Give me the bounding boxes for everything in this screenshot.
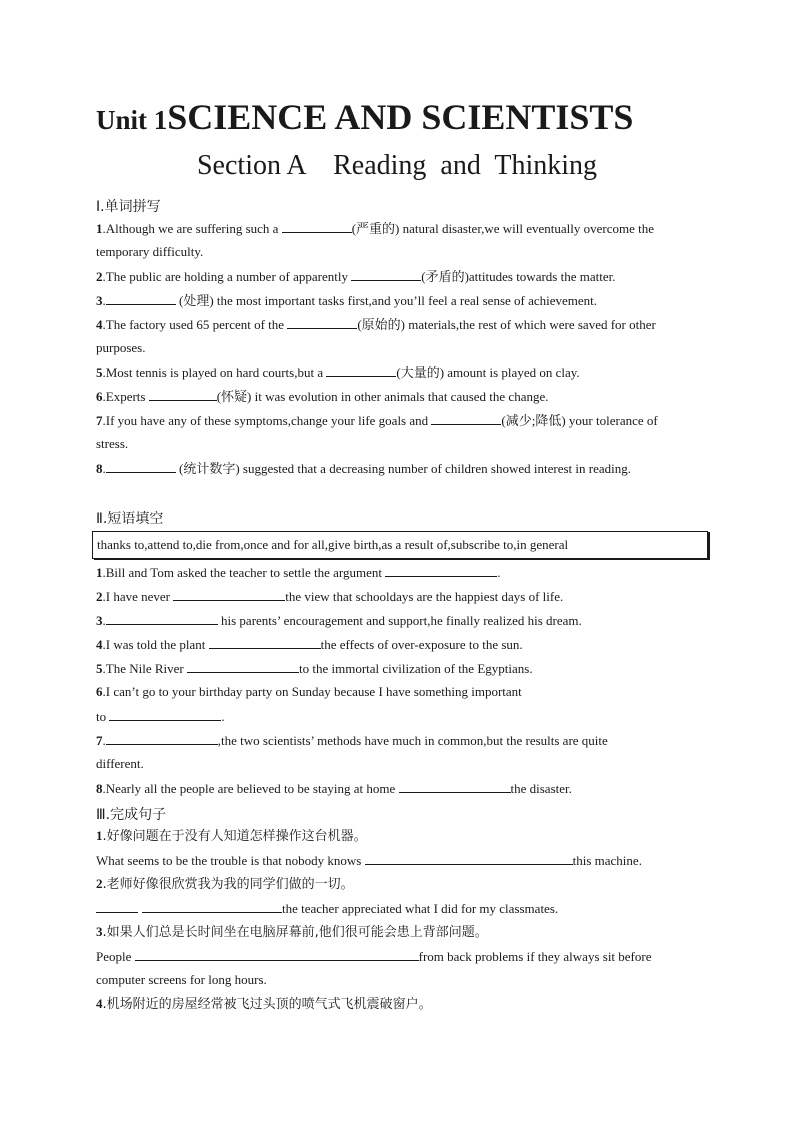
section-heading-vocabulary: Ⅰ.单词拼写 <box>96 199 161 215</box>
answer-blank[interactable] <box>326 364 396 377</box>
s1-item-4-cont: purposes. <box>96 340 146 355</box>
s2-item-4: 4.I was told the plant the effects of over-exposure to the sun. <box>96 637 523 652</box>
answer-blank[interactable] <box>287 316 357 329</box>
answer-blank[interactable] <box>96 900 138 913</box>
answer-blank[interactable] <box>106 292 176 305</box>
answer-blank[interactable] <box>187 660 299 673</box>
s1-item-5: 5.Most tennis is played on hard courts,but a (大量的) amount is played on clay. <box>96 365 580 380</box>
section-heading-phrases: Ⅱ.短语填空 <box>96 511 164 527</box>
s2-item-7-cont: different. <box>96 756 144 771</box>
s2-item-3: 3. his parents’ encouragement and support,he finally realized his dream. <box>96 613 582 628</box>
answer-blank[interactable] <box>351 268 421 281</box>
answer-blank[interactable] <box>149 388 217 401</box>
section-heading-sentences: Ⅲ.完成句子 <box>96 807 167 823</box>
s3-item-1: What seems to be the trouble is that nobody knows this machine. <box>96 853 642 868</box>
answer-blank[interactable] <box>142 900 282 913</box>
answer-blank[interactable] <box>106 612 218 625</box>
s3-item-3: People from back problems if they always sit before <box>96 949 652 964</box>
s3-item-1-zh: 1.好像问题在于没有人知道怎样操作这台机器。 <box>96 828 367 844</box>
answer-blank[interactable] <box>135 948 419 961</box>
s1-item-3: 3. (处理) the most important tasks first,and you’ll feel a real sense of achievement. <box>96 293 598 308</box>
answer-blank[interactable] <box>109 708 221 721</box>
answer-blank[interactable] <box>173 588 285 601</box>
title-main: SCIENCE AND SCIENTISTS <box>167 97 634 137</box>
answer-blank[interactable] <box>431 412 501 425</box>
title-unit: Unit 1 <box>96 105 168 135</box>
answer-blank[interactable] <box>385 564 497 577</box>
page-title <box>96 96 633 138</box>
answer-blank[interactable] <box>106 460 176 473</box>
answer-blank[interactable] <box>365 852 573 865</box>
s1-item-7: 7.If you have any of these symptoms,change your life goals and (减少;降低) your tolerance of <box>96 413 658 428</box>
s2-item-5: 5.The Nile River to the immortal civilization of the Egyptians. <box>96 661 533 676</box>
s3-item-3-cont: computer screens for long hours. <box>96 972 267 987</box>
s1-item-6: 6.Experts (怀疑) it was evolution in other animals that caused the change. <box>96 389 549 404</box>
s3-item-2-zh: 2.老师好像很欣赏我为我的同学们做的一切。 <box>96 876 354 892</box>
s3-item-2: the teacher appreciated what I did for my classmates. <box>96 900 558 917</box>
answer-blank[interactable] <box>282 220 352 233</box>
s2-item-2: 2.I have never the view that schooldays are the happiest days of life. <box>96 589 564 604</box>
s1-item-2: 2.The public are holding a number of apparently (矛盾的)attitudes towards the matter. <box>96 269 616 284</box>
s2-item-6: 6.I can’t go to your birthday party on Sunday because I have something important <box>96 684 522 699</box>
s2-item-7: 7. ,the two scientists’ methods have much in common,but the results are quite <box>96 733 608 748</box>
answer-blank[interactable] <box>209 636 321 649</box>
s2-item-1: 1.Bill and Tom asked the teacher to settle the argument . <box>96 565 501 580</box>
s3-item-4-zh: 4.机场附近的房屋经常被飞过头顶的喷气式飞机震破窗户。 <box>96 996 432 1012</box>
answer-blank[interactable] <box>106 732 218 745</box>
s1-item-7-cont: stress. <box>96 436 129 451</box>
s1-item-1: 1.Although we are suffering such a (严重的) natural disaster,we will eventually overcome the <box>96 221 655 236</box>
s1-item-4: 4.The factory used 65 percent of the (原始的) materials,the rest of which were saved for other <box>96 317 656 332</box>
s1-item-1-cont: temporary difficulty. <box>96 244 204 259</box>
phrase-bank-box <box>92 531 708 559</box>
s3-item-3-zh: 3.如果人们总是长时间坐在电脑屏幕前,他们很可能会患上背部问题。 <box>96 924 488 940</box>
s2-item-6-cont: to . <box>96 709 225 724</box>
s2-item-8: 8.Nearly all the people are believed to be staying at home the disaster. <box>96 781 572 796</box>
answer-blank[interactable] <box>399 780 511 793</box>
phrase-bank-text: thanks to,attend to,die from,once and for all,give birth,as a result of,subscribe to,in general <box>97 537 569 552</box>
page-subtitle: Section A Reading and Thinking <box>196 150 597 181</box>
s1-item-8: 8. (统计数字) suggested that a decreasing number of children showed interest in reading. <box>96 461 631 476</box>
